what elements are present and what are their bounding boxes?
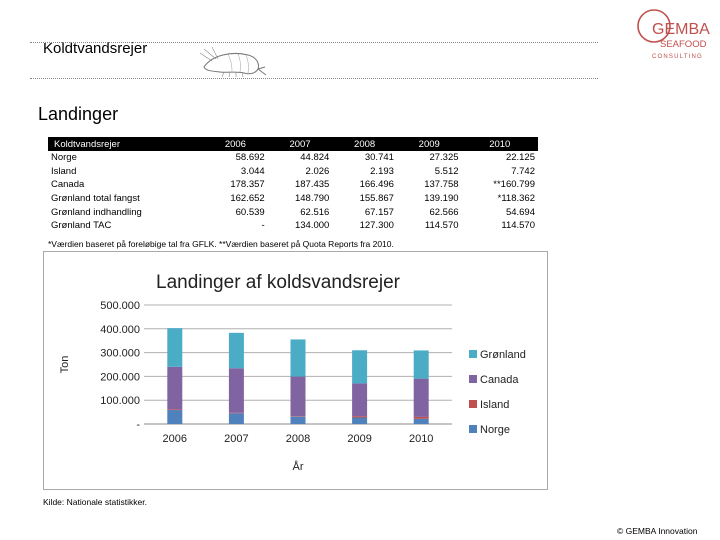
y-tick-label: 200.000 (100, 371, 140, 384)
row-label: Grønland indhandling (51, 206, 142, 218)
column-header: 2007 (268, 137, 333, 151)
table-cell: **160.799 (493, 179, 535, 191)
x-tick-label: 2010 (408, 433, 434, 445)
y-tick-label: 300.000 (100, 347, 140, 360)
y-tick-label: 400.000 (100, 323, 140, 336)
table-footnote: *Værdien baseret på foreløbige tal fra GFLK. **Værdien baseret på Quota Reports fra 2010. (48, 239, 394, 249)
x-axis-label: År (292, 461, 304, 473)
logo-gemba: GEMBA (652, 21, 710, 38)
table-cell: 2.026 (305, 165, 330, 177)
table-cell: 44.824 (300, 152, 330, 164)
table-cell: 30.741 (364, 152, 394, 164)
bar-segment (352, 416, 367, 417)
copyright: © GEMBA Innovation (617, 526, 698, 536)
table-cell: 58.692 (235, 152, 265, 164)
table-cell: 127.300 (359, 220, 394, 232)
table-cell: 7.742 (511, 165, 535, 177)
row-label: Island (51, 165, 77, 177)
bar-segment (229, 413, 244, 424)
chart-title: Landinger af koldsvandsrejer (156, 272, 400, 293)
row-label: Grønland total fangst (51, 193, 140, 205)
bar-segment (414, 350, 429, 378)
table-cell: 114.570 (424, 220, 459, 232)
table-row (48, 178, 538, 192)
table-row (48, 151, 538, 165)
table-cell: 62.516 (300, 206, 330, 218)
column-header: 2009 (397, 137, 462, 151)
bar-segment (414, 419, 429, 424)
table-cell: 148.790 (294, 193, 330, 205)
row-label: Grønland TAC (51, 220, 112, 232)
row-label: Canada (51, 179, 85, 191)
landings-table (48, 137, 538, 233)
table-row (48, 205, 538, 219)
slide-title: Koldtvandsrejer (43, 40, 148, 57)
table-cell: 3.044 (240, 165, 265, 177)
table-cell: 162.652 (230, 193, 265, 205)
bar-segment (291, 417, 306, 424)
legend-label: Canada (480, 374, 519, 386)
bar-segment (167, 409, 182, 410)
table-cell: 54.694 (505, 206, 535, 218)
column-header: 2010 (462, 137, 538, 151)
stacked-bar-chart (44, 252, 549, 491)
source-note: Kilde: Nationale statistikker. (43, 497, 147, 507)
bar-segment (291, 377, 306, 417)
column-header: Koldtvandsrejer (48, 137, 203, 151)
legend-label: Norge (480, 424, 510, 436)
table-cell: 134.000 (294, 220, 330, 232)
table-cell: 166.496 (359, 179, 394, 191)
legend-swatch (469, 425, 477, 433)
bar-segment (229, 333, 244, 368)
table-cell: *118.362 (497, 193, 535, 205)
x-tick-label: 2008 (285, 433, 311, 445)
table-cell: 22.125 (505, 152, 535, 164)
bar-segment (414, 379, 429, 417)
table-cell: 139.190 (424, 193, 459, 205)
table-cell: 187.435 (294, 179, 330, 191)
bar-segment (352, 350, 367, 383)
column-header: 2006 (203, 137, 268, 151)
logo-consulting: CONSULTING (652, 54, 703, 60)
table-cell: 137.758 (424, 179, 459, 191)
legend-label: Grønland (480, 349, 526, 361)
bar-segment (291, 416, 306, 417)
table-cell: 60.539 (235, 206, 265, 218)
table-cell: 27.325 (429, 152, 459, 164)
table-cell: 155.867 (359, 193, 394, 205)
row-label: Norge (51, 152, 77, 164)
bar-segment (167, 410, 182, 424)
table-header-row (48, 137, 538, 151)
section-title: Landinger (38, 104, 119, 124)
bar-segment (291, 339, 306, 376)
y-tick-label: 100.000 (100, 395, 140, 408)
legend-label: Island (480, 399, 510, 411)
column-header: 2008 (332, 137, 397, 151)
bar-segment (167, 367, 182, 409)
table-cell: 62.566 (429, 206, 459, 218)
gemba-logo (632, 4, 716, 70)
table-row (48, 219, 538, 233)
table-cell: 5.512 (434, 165, 459, 177)
table-row (48, 192, 538, 206)
x-tick-label: 2007 (224, 433, 249, 445)
table-cell: - (261, 220, 265, 232)
bar-segment (167, 328, 182, 367)
y-axis-label: Ton (59, 355, 71, 374)
top-divider (30, 42, 598, 43)
table-cell: 178.357 (230, 179, 265, 191)
chart-container (43, 251, 548, 490)
legend-swatch (469, 400, 477, 408)
table-cell: 2.193 (370, 165, 394, 177)
bar-segment (229, 368, 244, 413)
legend-swatch (469, 350, 477, 358)
y-tick-label: 500.000 (100, 300, 140, 312)
y-tick-label: - (136, 419, 140, 431)
shrimp-image (198, 45, 268, 79)
table-cell: 114.570 (501, 220, 535, 232)
bar-segment (352, 417, 367, 424)
bottom-divider (30, 78, 598, 79)
x-tick-label: 2006 (162, 433, 188, 445)
table-cell: 67.157 (364, 206, 394, 218)
bar-segment (352, 383, 367, 416)
x-tick-label: 2009 (347, 433, 372, 445)
legend-swatch (469, 375, 477, 383)
bar-segment (414, 417, 429, 419)
logo-seafood: SEAFOOD (660, 39, 707, 50)
table-row (48, 165, 538, 179)
